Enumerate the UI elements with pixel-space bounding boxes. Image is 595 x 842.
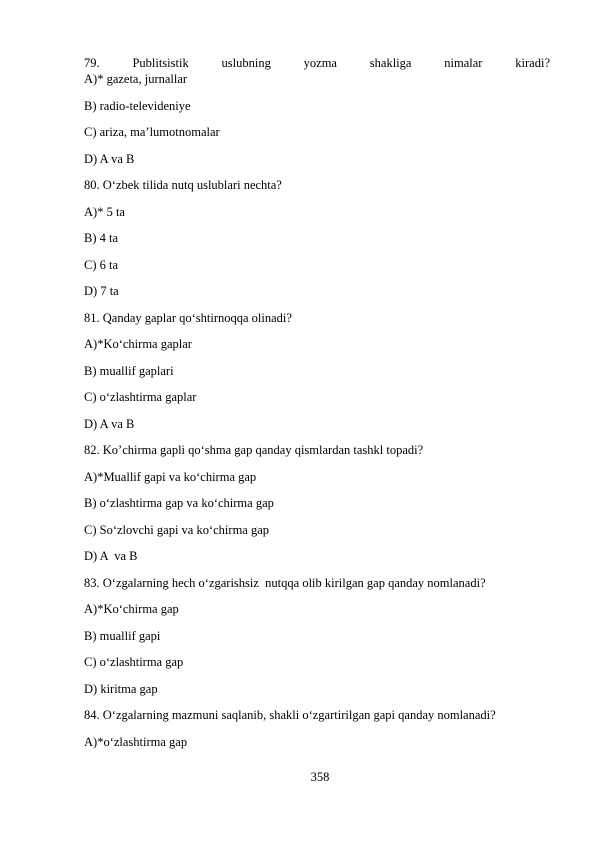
page-number: 358 [310, 770, 330, 784]
answer-option: A)*o‘zlashtirma gap [84, 735, 188, 749]
answer-option: B) muallif gapi [84, 629, 161, 643]
answer-option: B) radio-televideniye [84, 99, 191, 113]
question-text: 81. Qanday gaplar qo‘shtirnoqqa olinadi? [84, 311, 292, 325]
answer-option: C) 6 ta [84, 258, 119, 272]
q79-word: Publitsistik [132, 56, 189, 70]
answer-option: B) o‘zlashtirma gap va ko‘chirma gap [84, 496, 274, 510]
answer-option: A)*Muallif gapi va ko‘chirma gap [84, 470, 257, 484]
question-text: 84. O‘zgalarning mazmuni saqlanib, shakli o‘zgartirilgan gapi qanday nomlanadi? [84, 708, 496, 722]
answer-option: B) muallif gaplari [84, 364, 174, 378]
q79-word: 79. [84, 56, 100, 70]
q79-word: kiradi? [515, 56, 550, 70]
answer-option: C) ariza, ma’lumotnomalar [84, 125, 220, 139]
q79-word: nimalar [444, 56, 483, 70]
answer-option: A)* gazeta, jurnallar [84, 72, 188, 86]
answer-option: C) o‘zlashtirma gap [84, 655, 184, 669]
q79-word: uslubning [221, 56, 271, 70]
question-text: 80. O‘zbek tilida nutq uslublari nechta? [84, 178, 282, 192]
answer-option: B) 4 ta [84, 231, 119, 245]
q79-word: yozma [303, 56, 337, 70]
answer-option: D) A va B [84, 152, 135, 166]
answer-option: D) 7 ta [84, 284, 119, 298]
q79-word: shakliga [369, 56, 412, 70]
question-79-header [84, 55, 550, 71]
answer-option: D) kiritma gap [84, 682, 158, 696]
answer-option: A)*Ko‘chirma gaplar [84, 337, 192, 351]
question-text: 83. O‘zgalarning hech o‘zgarishsiz nutqqa olib kirilgan gap qanday nomlanadi? [84, 576, 486, 590]
answer-option: A)*Ko‘chirma gap [84, 602, 179, 616]
answer-option: D) A va B [84, 549, 138, 563]
question-text: 82. Ko’chirma gapli qo‘shma gap qanday qismlardan tashkl topadi? [84, 443, 424, 457]
answer-option: C) So‘zlovchi gapi va ko‘chirma gap [84, 523, 270, 537]
answer-option: D) A va B [84, 417, 135, 431]
answer-option: C) o‘zlashtirma gaplar [84, 390, 197, 404]
answer-option: A)* 5 ta [84, 205, 125, 219]
